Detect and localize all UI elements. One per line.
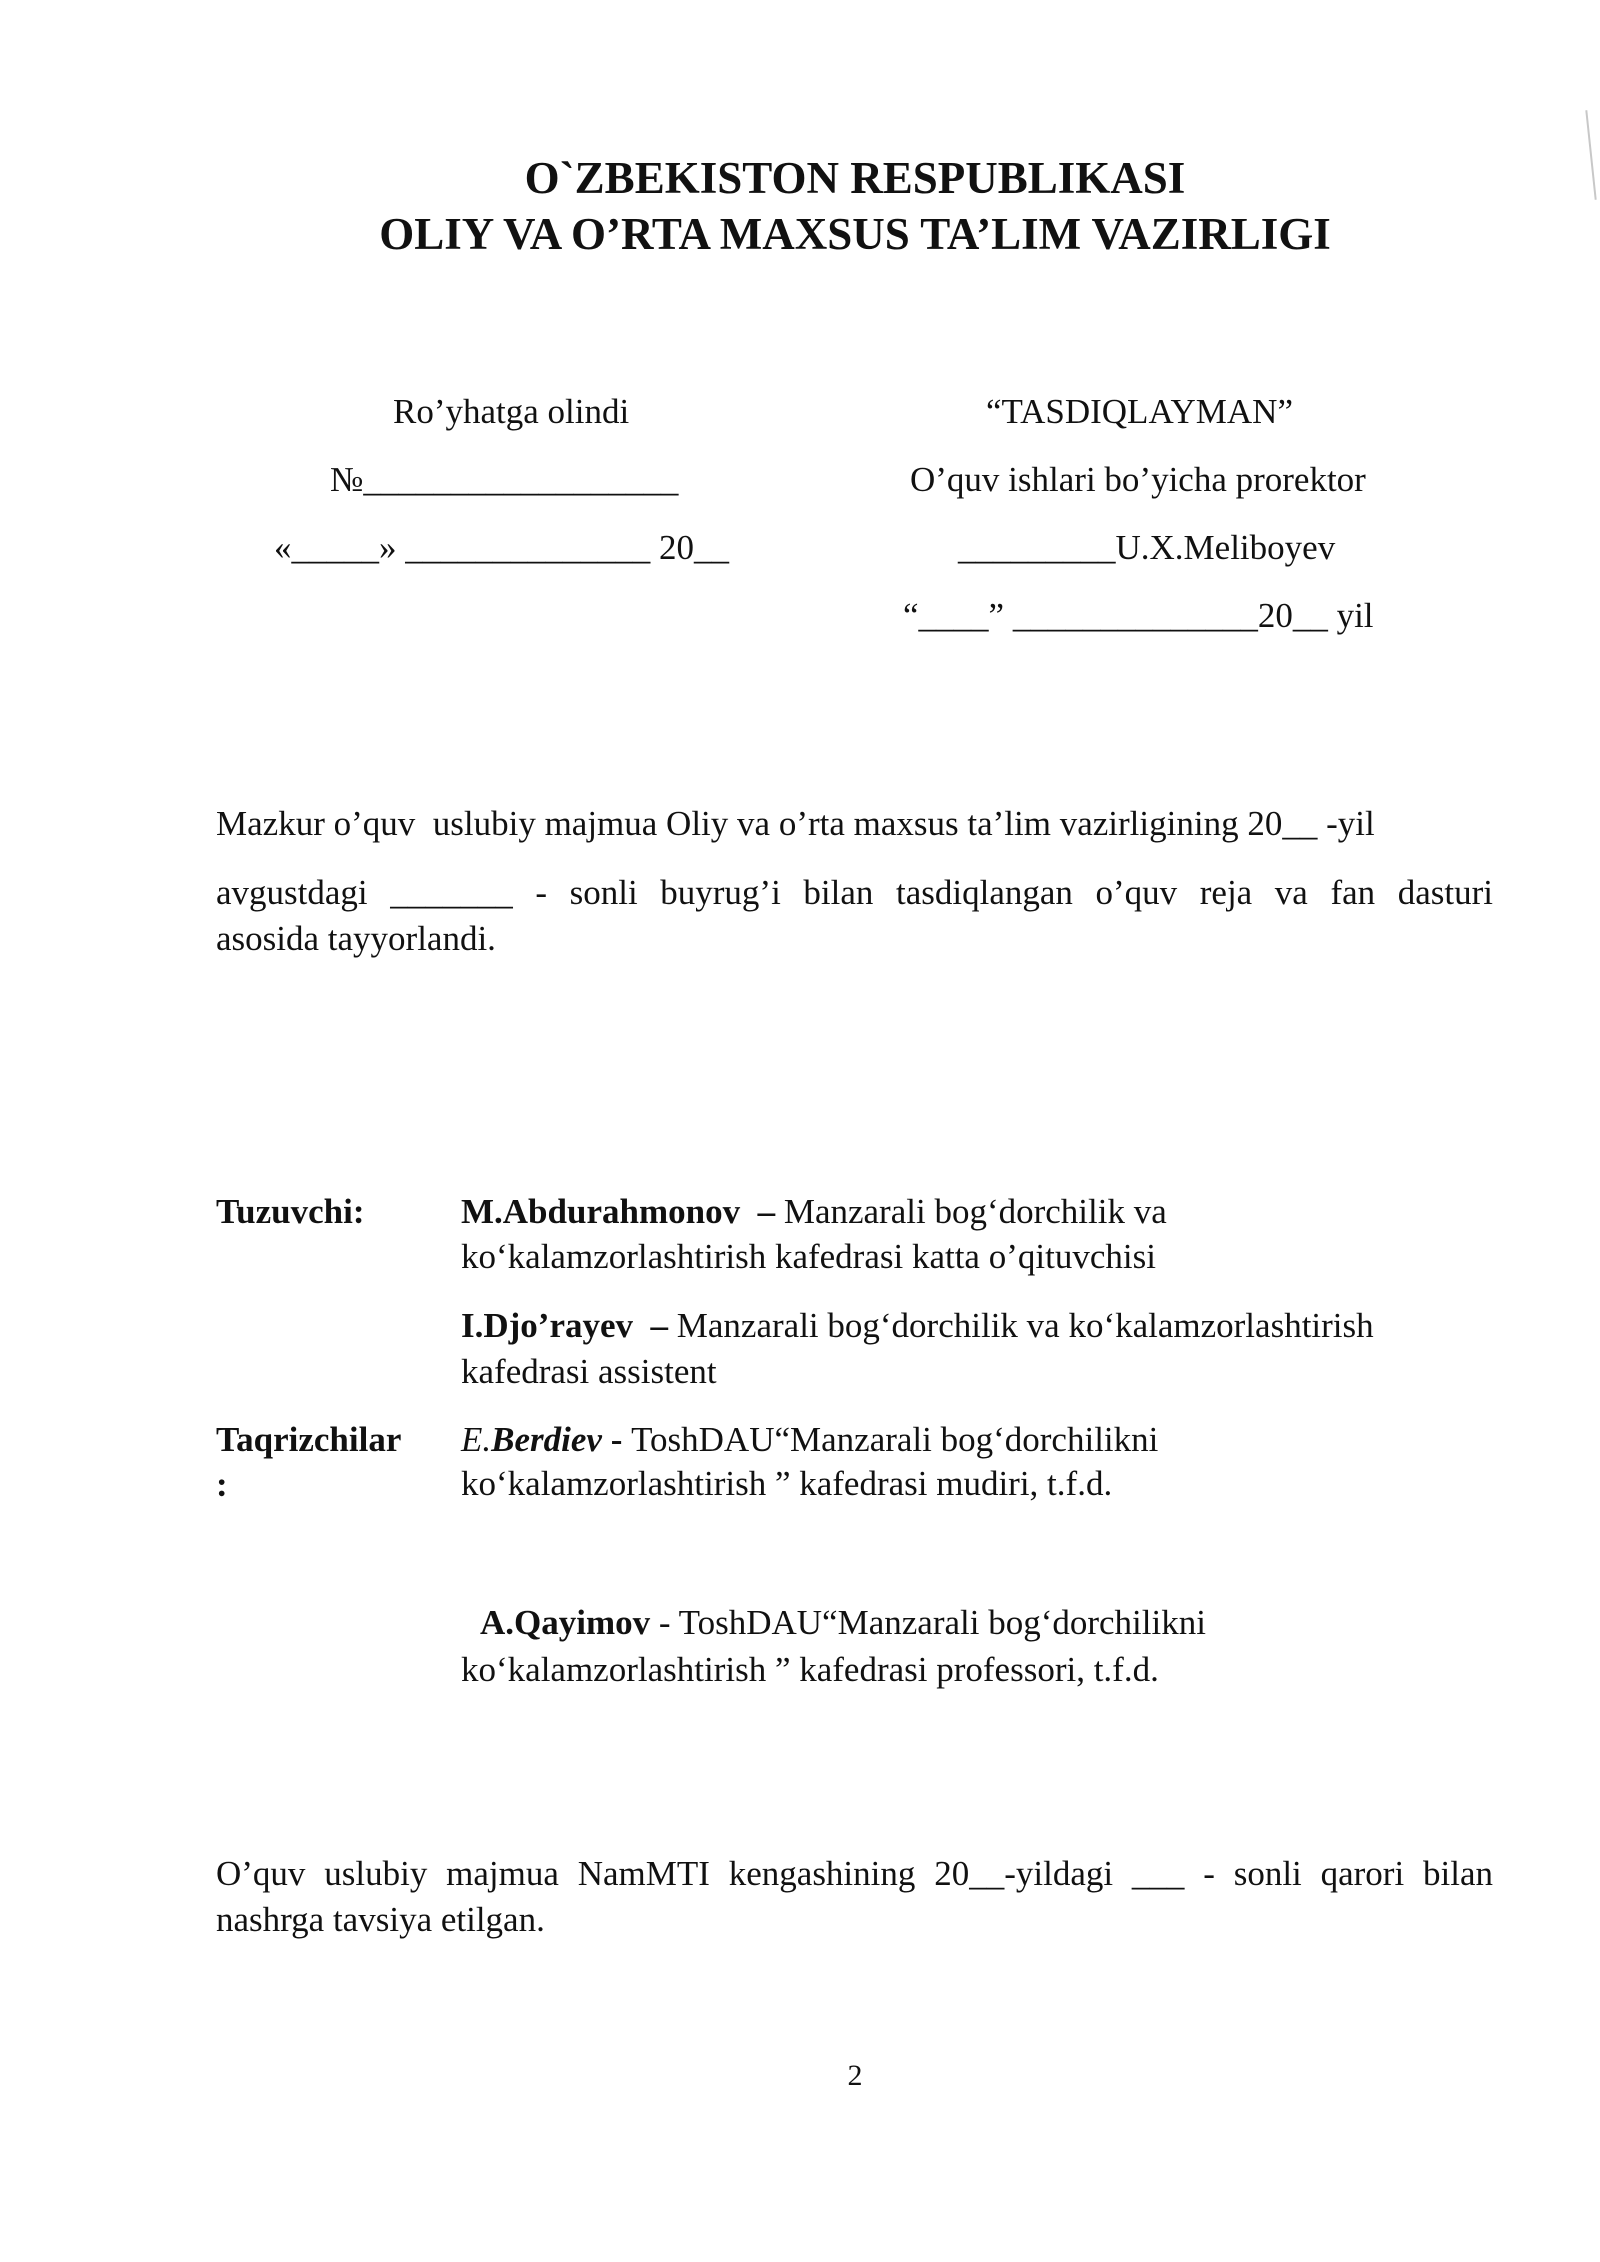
recommendation-line-1: O’quv uslubiy majmua NamMTI kengashining 20__-yildagi ___ - sonli qarori bilan: [216, 1854, 1493, 1893]
approval-date: “____” ______________20__ yil: [903, 596, 1374, 635]
author-description: Manzarali bog‘dorchilik va ko‘kalamzorlashtirish: [676, 1306, 1374, 1345]
intro-line-1: Mazkur o’quv uslubiy majmua Oliy va o’rta maxsus ta’lim vazirligining 20__ -yil: [216, 804, 1375, 843]
reviewer-initial: E.: [461, 1420, 492, 1459]
reviewer-description: ToshDAU“Manzarali bog‘dorchilikni: [678, 1603, 1206, 1642]
author-separator: –: [633, 1306, 677, 1345]
registration-title: Ro’yhatga olindi: [393, 392, 630, 431]
reviewer-name: Berdiev: [491, 1420, 602, 1459]
reviewers-label: Taqrizchilar: [216, 1420, 402, 1459]
reviewer-entry: [461, 1418, 1158, 1462]
reviewers-label-colon: :: [216, 1465, 228, 1504]
reviewer-separator: -: [601, 1420, 632, 1459]
heading-ministry: OLIY VA O’RTA MAXSUS TA’LIM VAZIRLIGI: [379, 209, 1331, 259]
approval-signature: _________U.X.Meliboyev: [958, 528, 1336, 567]
approval-title: “TASDIQLAYMAN”: [986, 392, 1293, 431]
approval-position: O’quv ishlari bo’yicha prorektor: [910, 460, 1366, 499]
author-entry: [461, 1304, 1374, 1348]
reviewer-description-cont: ko‘kalamzorlashtirish ” kafedrasi professori, t.f.d.: [461, 1650, 1159, 1689]
author-entry: [461, 1190, 1167, 1234]
authors-label: Tuzuvchi:: [216, 1192, 365, 1231]
author-separator: –: [740, 1192, 784, 1231]
registration-number: №__________________: [330, 460, 679, 499]
author-description: Manzarali bog‘dorchilik va: [783, 1192, 1167, 1231]
author-description-cont: ko‘kalamzorlashtirish kafedrasi katta o’qituvchisi: [461, 1237, 1156, 1276]
reviewer-separator: -: [650, 1603, 679, 1642]
recommendation-line-2: nashrga tavsiya etilgan.: [216, 1900, 545, 1939]
reviewer-description: ToshDAU“Manzarali bog‘dorchilikni: [631, 1420, 1159, 1459]
intro-line-3: asosida tayyorlandi.: [216, 919, 496, 958]
reviewer-entry: [480, 1601, 1206, 1645]
page-number: 2: [847, 2059, 863, 2092]
reviewer-name: A.Qayimov: [480, 1603, 651, 1642]
author-name: I.Djo’rayev: [461, 1306, 634, 1345]
heading-republic: O`ZBEKISTON RESPUBLIKASI: [524, 153, 1186, 203]
author-name: M.Abdurahmonov: [461, 1192, 741, 1231]
registration-date: «_____» ______________ 20__: [274, 528, 729, 567]
author-description-cont: kafedrasi assistent: [461, 1352, 717, 1391]
reviewer-description-cont: ko‘kalamzorlashtirish ” kafedrasi mudiri, t.f.d.: [461, 1464, 1113, 1503]
intro-line-2: avgustdagi _______ - sonli buyrug’i bilan tasdiqlangan o’quv reja va fan dasturi: [216, 873, 1493, 912]
